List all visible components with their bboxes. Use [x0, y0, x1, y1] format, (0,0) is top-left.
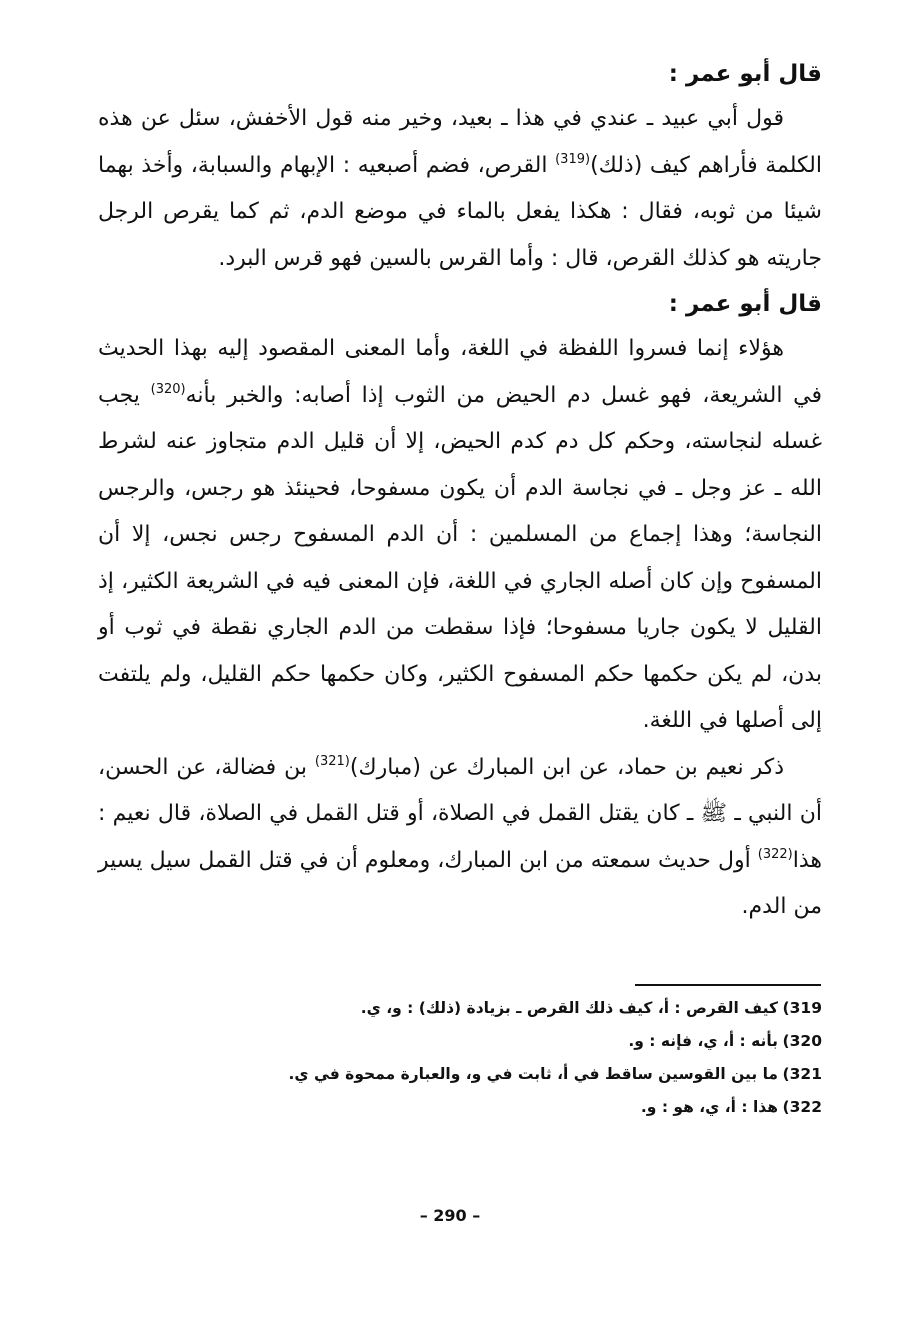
footnotes — [98, 992, 822, 1124]
footnote-text: هذا : أ، ي، هو : و. — [640, 1098, 778, 1116]
footnote-text: كيف القرص : أ، كيف ذلك القرص ـ بزيادة (ذلك) : و، ي. — [360, 999, 778, 1017]
section-heading-1: قال أبو عمر : — [668, 61, 822, 87]
footnote-ref-322: (322) — [757, 846, 793, 862]
footnote-ref-320: (320) — [150, 381, 186, 397]
paragraph-3-text-b: بن فضالة، عن الحسن، أن النبي ـ ﷺ ـ كان يقتل القمل في الصلاة، أو قتل القمل في الصلاة، قال نعيم : هذا — [98, 754, 822, 873]
paragraph-1-text-a: قول أبي عبيد ـ عندي في هذا ـ بعيد، وخير منه قول الأخفش، سئل عن هذه الكلمة فأراهم كيف (ذلك) — [98, 106, 822, 178]
footnote-ref-319: (319) — [555, 151, 591, 167]
section-heading-2: قال أبو عمر : — [668, 291, 822, 317]
paragraph-2-text-b: يجب غسله لنجاسته، وحكم كل دم كدم الحيض، إلا أن قليل الدم متجاوز عنه لشرط الله ـ عز وجل ـ في نجاسة الدم أن يكون مسفوحا، فحينئذ هو رجس، والرجس النجاسة؛ وهذا إجماع من المسلمين : أن الدم المسفوح رجس نجس، إلا أن المسفوح وإن كان أصله الجاري في اللغة، فإن المعنى فيه في الشريعة الكثير، إذ القليل لا يكون جاريا مسفوحا؛ فإذا سقطت من الدم الجاري نقطة في ثوب أو بدن، لم يكن حكمها حكم المسفوح الكثير، وكان حكمها حكم القليل، ولم يلتفت إلى أصلها في اللغة. — [98, 382, 822, 733]
footnote-319 — [98, 992, 822, 1025]
paragraph-1 — [98, 96, 822, 282]
footnote-separator — [635, 984, 821, 986]
paragraph-1-text-b: القرص، فضم أصبعيه : الإبهام والسبابة، وأخذ بهما شيئا من ثوبه، فقال : هكذا يفعل بالماء في موضع الدم، ثم كما يقرص الرجل جاريته هو كذلك القرص، قال : وأما القرس بالسين فهو قرس البرد. — [98, 152, 822, 271]
paragraph-3-text-c: أول حديث سمعته من ابن المبارك، ومعلوم أن في قتل القمل سيل يسير من الدم. — [98, 847, 822, 919]
paragraph-3-text-a: ذكر نعيم بن حماد، عن ابن المبارك عن (مبارك) — [349, 754, 784, 780]
footnote-number: 321) — [782, 1065, 822, 1083]
main-text — [98, 52, 822, 931]
footnote-number: 322) — [782, 1098, 822, 1116]
footnote-ref-321: (321) — [314, 753, 350, 769]
footnote-320 — [98, 1025, 822, 1058]
paragraph-3 — [98, 745, 822, 931]
footnote-321 — [98, 1058, 822, 1091]
footnote-322 — [98, 1091, 822, 1124]
footnote-text: بأنه : أ، ي، فإنه : و. — [628, 1032, 778, 1050]
paragraph-2-text-a: هؤلاء إنما فسروا اللفظة في اللغة، وأما المعنى المقصود إليه بهذا الحديث في الشريعة، فهو غسل دم الحيض من الثوب إذا أصابه: والخبر بأنه — [98, 336, 823, 408]
footnote-text: ما بين القوسين ساقط في أ، ثابت في و، والعبارة ممحوة في ي. — [288, 1065, 778, 1083]
paragraph-2 — [98, 326, 822, 745]
footnote-number: 320) — [782, 1032, 822, 1050]
page-number: – 290 – — [419, 1206, 481, 1225]
footnote-number: 319) — [782, 999, 822, 1017]
